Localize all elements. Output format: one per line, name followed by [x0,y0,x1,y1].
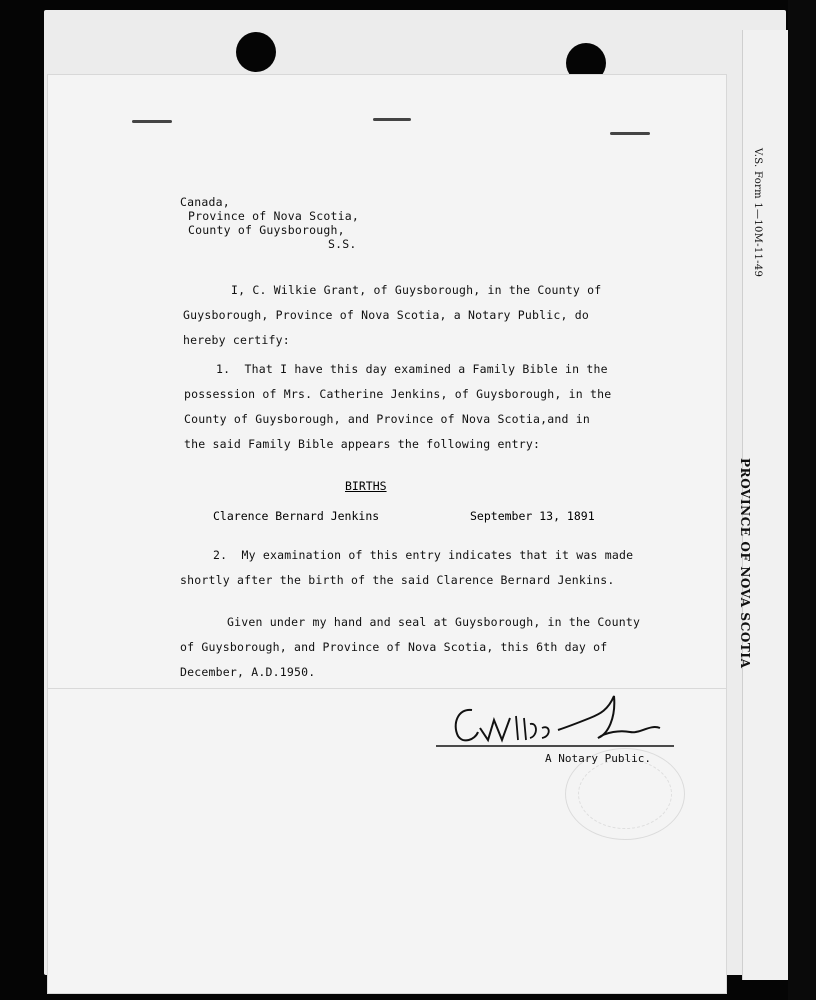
paragraph-line: Given under my hand and seal at Guysborough, in the County [227,615,641,629]
birth-entry-name: Clarence Bernard Jenkins [213,509,380,523]
paragraph-two [180,543,680,593]
paragraph-line: 2. My examination of this entry indicates that it was made [213,548,634,562]
form-code-label: V.S. Form 1—10M-11-49 [752,148,763,278]
paragraph-line: the said Family Bible appears the following entry: [184,437,541,451]
staple-mark-left [132,120,172,123]
province-stamp: PROVINCE OF NOVA SCOTIA [738,458,752,669]
births-heading: BIRTHS [345,479,387,493]
address-line: Province of Nova Scotia, [188,209,359,223]
cert-line: I, C. Wilkie Grant, of Guysborough, in the County of [231,283,602,297]
cert-line: Guysborough, Province of Nova Scotia, a Notary Public, do [183,308,590,322]
paragraph-line: possession of Mrs. Catherine Jenkins, of Guysborough, in the [184,387,612,401]
certificate-body [180,195,680,251]
staple-mark-right [610,132,650,135]
cert-line: hereby certify: [183,333,290,347]
notary-signature [430,688,680,758]
paragraph-line: of Guysborough, and Province of Nova Scotia, this 6th day of [180,640,608,654]
notary-caption: A Notary Public. [545,752,651,765]
staple-mark-center [373,118,411,121]
paragraph-one [184,357,684,457]
paragraph-line: December, A.D.1950. [180,665,316,679]
birth-entry-date: September 13, 1891 [470,509,595,523]
paragraph-line: County of Guysborough, and Province of Nova Scotia,and in [184,412,591,426]
punch-hole-left [236,32,276,72]
address-line: Canada, [180,195,230,209]
address-line: S.S. [328,237,357,251]
scan-edge [788,0,816,1000]
address-line: County of Guysborough, [188,223,345,237]
given-paragraph [180,610,680,685]
certification-paragraph [183,278,683,353]
paragraph-line: 1. That I have this day examined a Family Bible in the [216,362,608,376]
paragraph-line: shortly after the birth of the said Clarence Bernard Jenkins. [180,573,615,587]
